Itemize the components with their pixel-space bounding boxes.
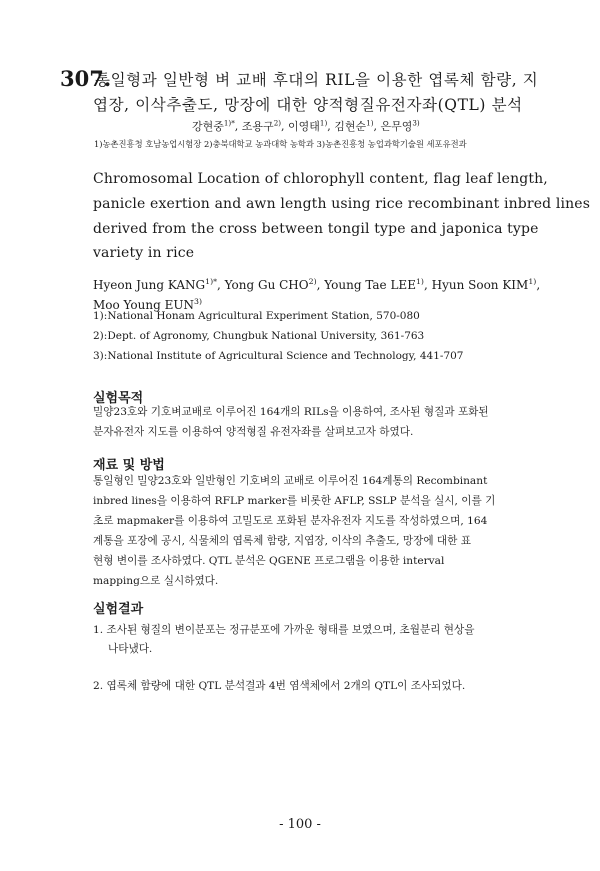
korean-author: 조용구 [241, 120, 274, 133]
methods-text-line: mapping으로 실시하였다. [93, 575, 219, 587]
english-author: Hyeon Jung KANG [93, 278, 206, 292]
english-title-line-4: variety in rice [93, 245, 195, 261]
author-affiliation-mark: 3) [193, 297, 202, 306]
english-author: Moo Young EUN [93, 298, 194, 312]
author-affiliation-mark: 1)* [205, 277, 218, 286]
english-author: Hyun Soon KIM [431, 278, 529, 292]
korean-author: 강현중 [192, 120, 224, 133]
results-item-2: 2. 엽록체 함량에 대한 QTL 분석결과 4번 염색체에서 2개의 QTL이 조사되었다. [93, 680, 466, 692]
methods-text-line: 현형 변이를 조사하였다. QTL 분석은 QGENE 프로그램을 이용한 interval [93, 555, 445, 567]
english-author: Young Tae LEE [324, 278, 416, 292]
korean-author: 은무영 [380, 120, 413, 133]
methods-heading: 재료 및 방법 [93, 458, 165, 473]
korean-author: 김현순 [334, 120, 367, 133]
author-affiliation-mark: 1) [528, 277, 537, 286]
korean-affiliations: 1)농촌진흥청 호남농업시험장 2)충북대학교 농과대학 농학과 3)농촌진흥청 농업과학기술원 세포유전과 [94, 139, 467, 149]
english-title-line-1: Chromosomal Location of chlorophyll content, flag leaf length, [93, 171, 548, 187]
author-affiliation-mark: 2) [308, 277, 317, 286]
author-affiliation-mark: 1) [415, 277, 424, 286]
paper-number: 307. [60, 66, 112, 91]
methods-text-line: inbred lines을 이용하여 RFLP marker를 비롯한 AFLP, SSLP 분석을 실시, 이를 기 [93, 495, 496, 507]
author-affiliation-mark: 2) [273, 118, 282, 128]
objective-text-line: 분자유전자 지도를 이용하여 양적형질 유전자좌를 살펴보고자 하였다. [93, 426, 414, 438]
author-affiliation-mark: 1)* [223, 118, 235, 128]
english-author: Yong Gu CHO [224, 278, 309, 292]
english-affiliation-2: 2):Dept. of Agronomy, Chungbuk National University, 361-763 [93, 330, 425, 342]
author-affiliation-mark: 1) [366, 118, 374, 128]
objective-text-line: 밀양23호와 기호벼교배로 이루어진 164개의 RILs을 이용하여, 조사된 형질과 포화된 [93, 406, 489, 418]
page-number: - 100 - [279, 817, 321, 832]
methods-text-line: 계통을 포장에 공시, 식물체의 엽록체 함량, 지엽장, 이삭의 추출도, 망장에 대한 표 [93, 535, 471, 547]
korean-title-line-1: 통일형과 일반형 벼 교배 후대의 RIL을 이용한 엽록체 함량, 지 [95, 71, 539, 89]
results-item-1-line-1: 1. 조사된 형질의 변이분포는 정규분포에 가까운 형태를 보였으며, 초월분리 현상을 [93, 624, 475, 636]
results-heading: 실험결과 [93, 602, 144, 617]
english-affiliation-3: 3):National Institute of Agricultural Science and Technology, 441-707 [93, 350, 464, 362]
korean-title-line-2: 엽장, 이삭추출도, 망장에 대한 양적형질유전자좌(QTL) 분석 [93, 96, 523, 114]
english-title-line-3: derived from the cross between tongil type and japonica type [93, 221, 539, 237]
korean-authors: 강현중$^{1)*}$, 조용구$^{2)}$, 이영태$^{1)}$, 김현순$^{1)}$, 은무영$^{3)}$ [192, 118, 420, 133]
english-title-line-2: panicle exertion and awn length using rice recombinant inbred lines [93, 196, 591, 212]
methods-text-line: 초로 mapmaker를 이용하여 고밀도로 포화된 분자유전자 지도를 작성하였으며, 164 [93, 515, 488, 527]
results-item-1-line-2: 나타냈다. [108, 643, 153, 655]
korean-author: 이영태 [288, 120, 320, 133]
methods-text-line: 통일형인 밀양23호와 일반형인 기호벼의 교배로 이루어진 164계통의 Recombinant [93, 475, 488, 487]
author-affiliation-mark: 3) [412, 118, 420, 128]
author-affiliation-mark: 1) [319, 118, 328, 128]
english-affiliation-1: 1):National Honam Agricultural Experiment Station, 570-080 [93, 310, 420, 322]
english-authors-line-1: Hyeon Jung $KANG^{1)*}$, Yong Gu CHO$^{2)}$, Young Tae LEE$^{1)}$, Hyun Soon KIM$^{1)}$, [93, 277, 541, 292]
objective-heading: 실험목적 [93, 391, 144, 406]
